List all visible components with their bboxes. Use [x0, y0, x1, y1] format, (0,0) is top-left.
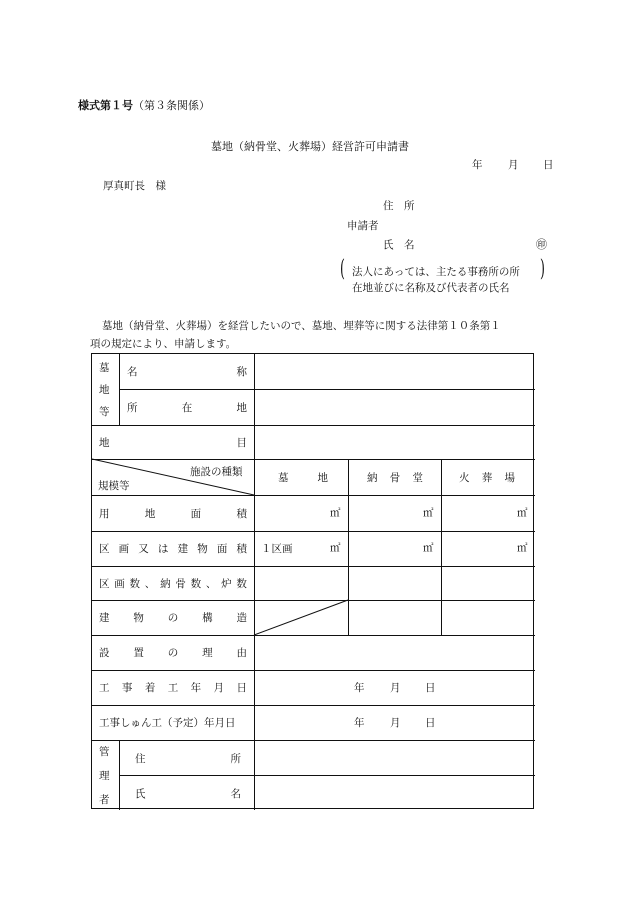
start-year: 年 — [354, 682, 365, 694]
cemetery-group-char: 地 — [99, 384, 110, 396]
application-table — [91, 353, 534, 809]
unit-sqm: ㎡ — [423, 507, 434, 519]
applicant-address-label: 住 所 — [383, 200, 415, 212]
right-paren-icon: ) — [540, 256, 545, 282]
start-month: 月 — [390, 682, 401, 694]
applicant-label: 申請者 — [347, 220, 379, 232]
per-plot-label: １区画 — [261, 543, 293, 555]
structure-label: 建 物 の 構 造 — [99, 612, 247, 624]
completion-day: 日 — [425, 717, 436, 729]
scale-label: 規模等 — [98, 480, 130, 492]
name-label: 名 称 — [127, 366, 247, 378]
manager-address-field[interactable] — [255, 741, 534, 775]
start-date-label: 工 事 着 工 年 月 日 — [99, 682, 247, 694]
body-text-line1: 墓地（納骨堂、火葬場）を経営したいので、墓地、埋葬等に関する法律第１０条第１ — [102, 320, 501, 332]
plot-area-label: 区 画 又 は 建 物 面 積 — [99, 543, 247, 555]
cemetery-group-char: 等 — [99, 406, 110, 418]
completion-date-label: 工事しゅん工（予定）年月日 — [99, 717, 236, 729]
land-category-field[interactable] — [255, 426, 534, 459]
form-title: 墓地（納骨堂、火葬場）経営許可申請書 — [211, 140, 409, 153]
unit-sqm: ㎡ — [423, 542, 434, 554]
unit-sqm: ㎡ — [330, 507, 341, 519]
start-day: 日 — [425, 682, 436, 694]
location-label: 所 在 地 — [127, 402, 247, 414]
form-relation: （第３条関係） — [133, 99, 210, 112]
unit-sqm: ㎡ — [517, 542, 528, 554]
manager-address-label: 住 所 — [135, 753, 241, 765]
cemetery-group-char: 墓 — [99, 362, 110, 374]
completion-year: 年 — [354, 717, 365, 729]
area-label: 用 地 面 積 — [99, 508, 247, 520]
body-text-line2: 項の規定により、申請します。 — [90, 338, 237, 350]
date-year-label: 年 — [472, 159, 483, 171]
manager-name-field[interactable] — [255, 776, 534, 809]
seal-mark: ㊞ — [536, 238, 547, 251]
applicant-name-label: 氏 名 — [383, 239, 415, 251]
unit-sqm: ㎡ — [330, 542, 341, 554]
date-month-label: 月 — [508, 159, 519, 171]
col-header-ossuary: 納 骨 堂 — [367, 472, 423, 484]
date-day-label: 日 — [543, 159, 554, 171]
facility-type-label: 施設の種類 — [190, 466, 243, 478]
col-header-cemetery: 墓 地 — [278, 472, 328, 484]
unit-sqm: ㎡ — [517, 507, 528, 519]
corp-note-line1: 法人にあっては、主たる事務所の所 — [352, 266, 520, 278]
manager-group-char: 理 — [99, 770, 110, 782]
manager-group-char: 管 — [99, 746, 110, 758]
land-category-label: 地 目 — [99, 437, 247, 449]
cemetery-location-field[interactable] — [255, 390, 534, 425]
manager-name-label: 氏 名 — [135, 788, 241, 800]
corp-note-line2: 在地並びに名称及び代表者の氏名 — [352, 282, 510, 294]
reason-field[interactable] — [255, 636, 534, 670]
completion-month: 月 — [390, 717, 401, 729]
left-paren-icon: ( — [340, 256, 345, 282]
reason-label: 設 置 の 理 由 — [99, 647, 247, 659]
form-number: 様式第１号 — [78, 99, 133, 112]
count-label: 区 画 数 、 納 骨 数 、 炉 数 — [99, 578, 247, 590]
manager-group-char: 者 — [99, 794, 110, 806]
col-header-crematorium: 火 葬 場 — [459, 472, 515, 484]
addressee: 厚真町長 様 — [103, 180, 166, 192]
cemetery-name-field[interactable] — [255, 355, 534, 389]
